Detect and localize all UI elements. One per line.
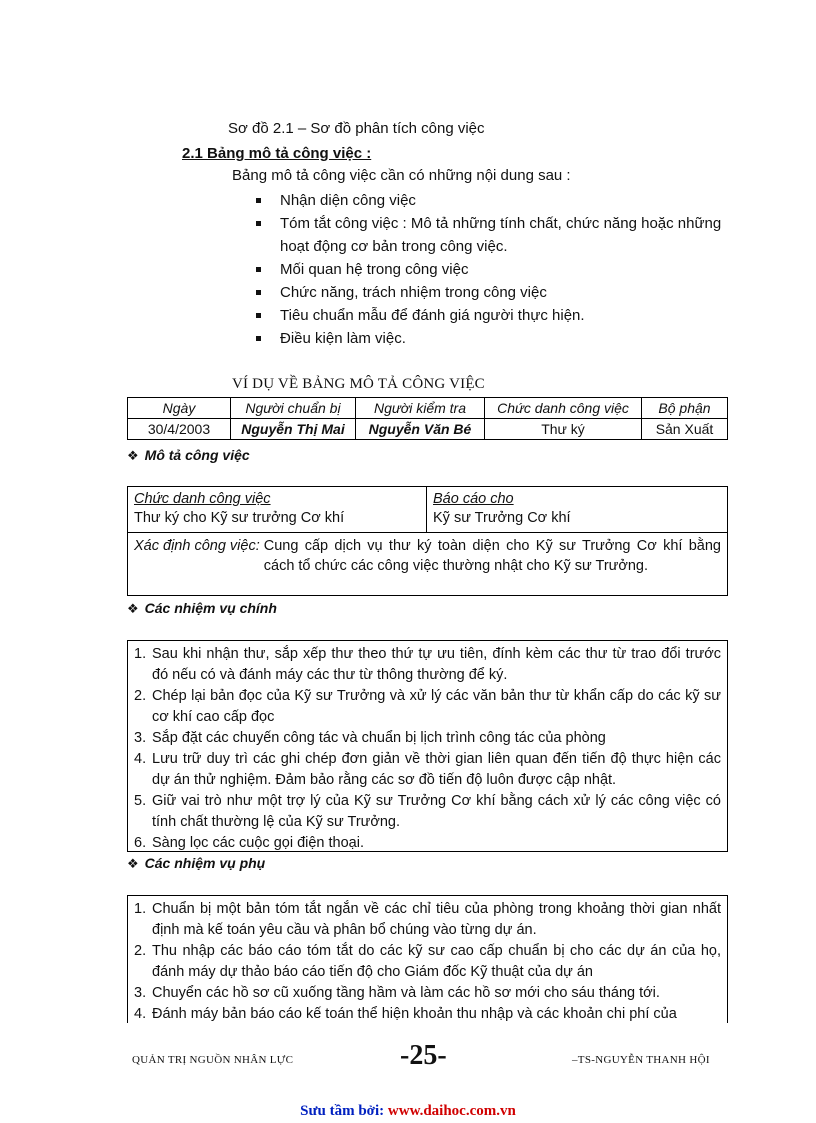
job-description-heading: ❖ Mô tả công việc [127, 447, 250, 463]
source-credit [0, 1103, 816, 1120]
credit-label: Sưu tầm bởi: [300, 1103, 385, 1119]
job-title-cell [128, 487, 427, 532]
bullet-item: Chức năng, trách nhiệm trong công việc [254, 281, 754, 304]
bullet-item: Mối quan hệ trong công việc [254, 258, 754, 281]
job-description-box [127, 486, 728, 596]
job-definition-row [128, 533, 727, 579]
list-item: 3. Sắp đặt các chuyến công tác và chuẩn bị lịch trình công tác của phòng [134, 730, 606, 746]
bullet-item: Tóm tắt công việc : Mô tả những tính chất, chức năng hoặc những hoạt động cơ bản trong công việc. [254, 212, 754, 258]
bullet-item: Tiêu chuẩn mẫu để đánh giá người thực hiện. [254, 304, 754, 327]
page-number: -25- [400, 1040, 447, 1071]
job-info-table [127, 397, 728, 440]
job-definition-value: Cung cấp dịch vụ thư ký toàn diện cho Kỹ sư Trưởng Cơ khí bằng cách tổ chức các công việc thường nhật cho Kỹ sư Trưởng. [263, 538, 721, 574]
list-item: 1. Chuẩn bị một bản tóm tắt ngắn về các chỉ tiêu của phòng trong khoảng thời gian nhất định mà kế toán yêu cầu và phân bổ chúng vào từng dự án. [134, 901, 721, 938]
list-item: 4. Lưu trữ duy trì các ghi chép đơn giản về thời gian liên quan đến tiến độ thực hiện các dự án thử nghiệm. Đảm bảo rằng các sơ đồ tiến độ luôn được cập nhật. [134, 751, 721, 788]
report-to-value: Kỹ sư Trưởng Cơ khí [433, 510, 571, 526]
list-item: 1. Sau khi nhận thư, sắp xếp thư theo thứ tự ưu tiên, đính kèm các thư từ trao đổi trước đó nếu có và đánh máy các thư từ thông thường để ký. [134, 646, 721, 683]
secondary-duties-box [127, 895, 728, 1023]
secondary-duties-list [134, 899, 721, 1023]
section-heading: 2.1 Bảng mô tả công việc : [182, 145, 372, 162]
value-checked-by: Nguyễn Văn Bé [356, 419, 485, 440]
diamond-bullet-icon: ❖ [127, 448, 139, 463]
header-job-title: Chức danh công việc [485, 398, 642, 419]
header-department: Bộ phận [642, 398, 728, 419]
diagram-caption: Sơ đồ 2.1 – Sơ đồ phân tích công việc [228, 120, 485, 137]
list-item: 4. Đánh máy bản báo cáo kế toán thể hiện khoản thu nhập và các khoản chi phí của [134, 1006, 677, 1022]
value-department: Sản Xuất [642, 419, 728, 440]
list-item: 2. Chép lại bản đọc của Kỹ sư Trưởng và xử lý các văn bản thư từ khẩn cấp do các kỹ sư cơ khí cao cấp đọc [134, 688, 721, 725]
list-item: 2. Thu nhập các báo cáo tóm tắt do các kỹ sư cao cấp chuẩn bị cho các dự án của họ, đánh máy dự thảo báo cáo tiến độ cho Giám đốc Kỹ thuật của dự án [134, 943, 721, 980]
content-bullet-list [254, 189, 754, 350]
intro-text: Bảng mô tả công việc cần có những nội dung sau : [232, 167, 571, 184]
job-definition-label: Xác định công việc: [134, 538, 260, 554]
diamond-bullet-icon: ❖ [127, 601, 139, 616]
diamond-bullet-icon: ❖ [127, 856, 139, 871]
header-date: Ngày [128, 398, 231, 419]
value-date: 30/4/2003 [128, 419, 231, 440]
example-title: VÍ DỤ VỀ BẢNG MÔ TẢ CÔNG VIỆC [232, 376, 485, 392]
footer-book-title: QUẢN TRỊ NGUỒN NHÂN LỰC [132, 1054, 294, 1066]
report-to-label: Báo cáo cho [433, 491, 514, 507]
job-title-label: Chức danh công việc [134, 491, 271, 507]
main-duties-box [127, 640, 728, 852]
bullet-item: Điều kiện làm việc. [254, 327, 754, 350]
report-to-cell [427, 487, 577, 532]
table-header-row [128, 398, 728, 419]
credit-link[interactable]: www.daihoc.com.vn [387, 1103, 516, 1119]
main-duties-list [134, 644, 721, 854]
job-title-value: Thư ký cho Kỹ sư trưởng Cơ khí [134, 510, 345, 526]
table-row [128, 419, 728, 440]
secondary-duties-heading: ❖ Các nhiệm vụ phụ [127, 855, 266, 871]
header-prepared-by: Người chuẩn bị [231, 398, 356, 419]
value-prepared-by: Nguyễn Thị Mai [231, 419, 356, 440]
main-duties-heading: ❖ Các nhiệm vụ chính [127, 600, 277, 616]
list-item: 6. Sàng lọc các cuộc gọi điện thoại. [134, 835, 364, 851]
list-item: 3. Chuyển các hồ sơ cũ xuống tầng hầm và làm các hồ sơ mới cho sáu tháng tới. [134, 985, 660, 1001]
list-item: 5. Giữ vai trò như một trợ lý của Kỹ sư Trưởng Cơ khí bằng cách xử lý các công việc có tính chất thường lệ của Kỹ sư Trưởng. [134, 793, 721, 830]
bullet-item: Nhận diện công việc [254, 189, 754, 212]
value-job-title: Thư ký [485, 419, 642, 440]
footer-author: –TS-NGUYỄN THANH HỘI [572, 1054, 710, 1066]
header-checked-by: Người kiểm tra [356, 398, 485, 419]
